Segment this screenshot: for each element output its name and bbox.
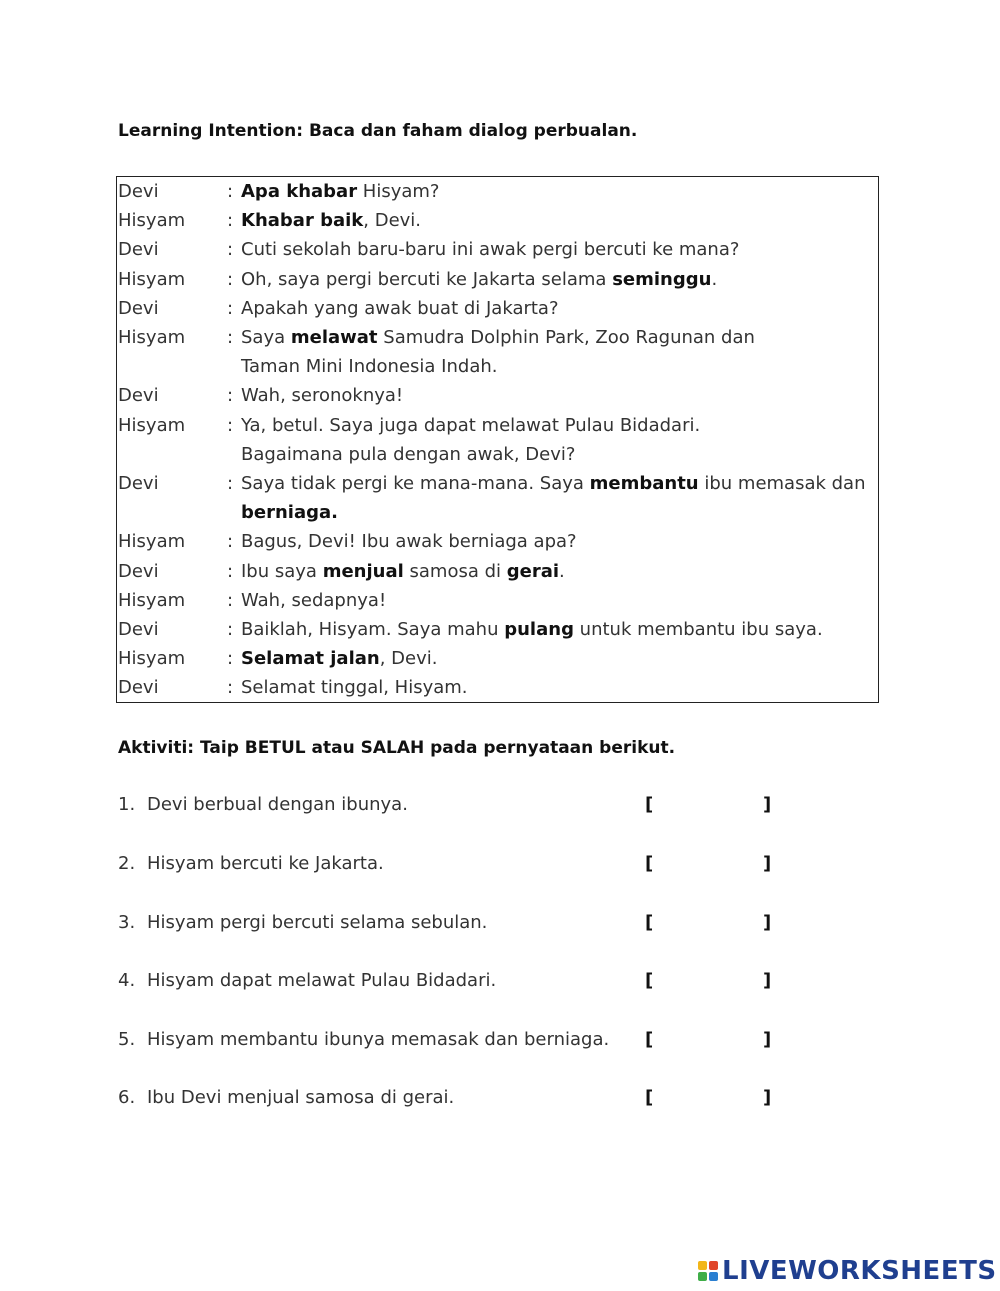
dialog-keyword: Apa khabar [241, 181, 358, 202]
dialog-text [241, 265, 717, 294]
dialog-phrase: Oh, saya pergi bercuti ke Jakarta selama [241, 268, 613, 290]
dialog-keyword: Khabar baik [241, 210, 364, 232]
dialog-text [241, 498, 338, 527]
dialog-text [241, 673, 468, 702]
dialog-keyword: menjual [322, 560, 404, 582]
dialog-line [117, 557, 877, 586]
dialog-colon: : [227, 210, 234, 232]
dialog-colon: : [227, 268, 234, 290]
dialog-text [241, 294, 559, 323]
dialog-phrase: , Devi. [363, 210, 422, 232]
dialog-speaker: Devi [118, 385, 159, 407]
dialog-phrase: Wah, sedapnya! [241, 589, 387, 611]
dialog-speaker: Devi [118, 619, 159, 640]
dialog-colon: : [227, 648, 234, 670]
question-text: Hisyam dapat melawat Pulau Bidadari. [147, 970, 497, 991]
dialog-phrase: . [711, 268, 718, 290]
dialog-phrase: Hisyam? [357, 181, 440, 202]
dialog-phrase: Taman Mini Indonesia Indah. [241, 356, 498, 378]
dialog-keyword: melawat [290, 327, 378, 348]
answer-bracket-close[interactable]: ] [763, 912, 772, 933]
dialog-line [117, 498, 877, 527]
dialog-text [241, 235, 739, 264]
dialog-keyword: membantu [589, 473, 699, 494]
dialog-line [117, 440, 877, 469]
dialog-speaker: Devi [118, 677, 159, 699]
dialog-colon: : [227, 297, 234, 319]
dialog-line [117, 381, 877, 410]
dialog-colon: : [227, 677, 234, 699]
answer-bracket-close[interactable]: ] [763, 1087, 772, 1108]
dialog-colon: : [227, 239, 234, 261]
question-row [118, 908, 778, 938]
dialog-line [117, 235, 877, 264]
dialog-text [241, 644, 437, 673]
dialog-phrase: Ya, betul. Saya juga dapat melawat Pulau Bidadari. [241, 414, 701, 436]
dialog-phrase: Apakah yang awak buat di Jakarta? [241, 297, 559, 319]
dialog-phrase: Ibu saya [241, 560, 323, 582]
logo-block-3 [698, 1272, 707, 1281]
question-row [118, 966, 778, 996]
logo-block-4 [709, 1272, 718, 1281]
dialog-speaker: Devi [118, 473, 159, 494]
dialog-line [117, 411, 877, 440]
answer-bracket-open[interactable]: [ [645, 912, 654, 933]
answer-bracket-open[interactable]: [ [645, 853, 654, 874]
dialog-speaker: Hisyam [118, 210, 186, 232]
question-number: 2. [118, 853, 136, 874]
dialog-speaker: Hisyam [118, 327, 186, 348]
dialog-text [241, 206, 421, 235]
dialog-line [117, 323, 877, 352]
dialog-speaker: Hisyam [118, 531, 186, 553]
dialog-text [241, 440, 575, 469]
answer-bracket-open[interactable]: [ [645, 970, 654, 991]
dialog-colon: : [227, 589, 234, 611]
dialog-phrase: Baiklah, Hisyam. Saya mahu [241, 619, 505, 640]
dialog-speaker: Hisyam [118, 414, 186, 436]
answer-bracket-close[interactable]: ] [763, 970, 772, 991]
question-number: 6. [118, 1087, 136, 1108]
dialog-line [117, 206, 877, 235]
dialog-text [241, 557, 565, 586]
dialog-keyword: gerai [506, 560, 560, 582]
dialog-line [117, 294, 877, 323]
question-number: 1. [118, 794, 136, 815]
dialog-text [241, 177, 439, 206]
dialog-text [241, 381, 403, 410]
dialog-colon: : [227, 327, 234, 348]
dialog-text [241, 469, 866, 498]
dialog-keyword: berniaga. [241, 502, 338, 524]
dialog-phrase: Selamat tinggal, Hisyam. [241, 677, 468, 699]
dialog-line [117, 644, 877, 673]
dialog-speaker: Hisyam [118, 589, 186, 611]
liveworksheets-logo [698, 1256, 997, 1286]
dialog-phrase: samosa di [403, 560, 507, 582]
question-text: Hisyam bercuti ke Jakarta. [147, 853, 384, 874]
dialog-text [241, 323, 755, 352]
activity-heading: Aktiviti: Taip BETUL atau SALAH pada pernyataan berikut. [118, 738, 676, 758]
dialog-phrase: Cuti sekolah baru-baru ini awak pergi bercuti ke mana? [241, 239, 740, 261]
dialog-colon: : [227, 619, 234, 640]
answer-bracket-open[interactable]: [ [645, 1087, 654, 1108]
question-text: Devi berbual dengan ibunya. [147, 794, 408, 815]
logo-text: LIVEWORKSHEETS [722, 1256, 997, 1286]
dialog-keyword: Selamat jalan [241, 648, 380, 670]
dialog-colon: : [227, 414, 234, 436]
question-row [118, 849, 778, 879]
dialog-speaker: Devi [118, 297, 159, 319]
dialog-text [241, 527, 577, 556]
question-text: Ibu Devi menjual samosa di gerai. [147, 1087, 455, 1108]
dialog-line [117, 586, 877, 615]
answer-bracket-open[interactable]: [ [645, 794, 654, 815]
dialog-line [117, 177, 877, 206]
dialog-speaker: Devi [118, 181, 159, 202]
question-row [118, 1025, 778, 1055]
dialog-line [117, 265, 877, 294]
logo-blocks-icon [698, 1261, 718, 1281]
dialog-phrase: Saya tidak pergi ke mana-mana. Saya [241, 473, 590, 494]
question-text: Hisyam membantu ibunya memasak dan berniaga. [147, 1029, 610, 1050]
dialog-speaker: Devi [118, 560, 159, 582]
dialog-colon: : [227, 385, 234, 407]
learning-intention-heading: Learning Intention: Baca dan faham dialog perbualan. [118, 121, 638, 141]
dialog-phrase: Bagus, Devi! Ibu awak berniaga apa? [241, 531, 577, 553]
dialog-line [117, 352, 877, 381]
dialog-keyword: seminggu [612, 268, 712, 290]
dialog-phrase: . [559, 560, 565, 582]
answer-bracket-close[interactable]: ] [763, 853, 772, 874]
dialog-phrase: ibu memasak dan [698, 473, 866, 494]
dialog-phrase: Wah, seronoknya! [241, 385, 404, 407]
dialog-colon: : [227, 531, 234, 553]
question-number: 3. [118, 912, 136, 933]
dialog-speaker: Hisyam [118, 648, 186, 670]
dialog-speaker: Devi [118, 239, 159, 261]
dialog-colon: : [227, 560, 234, 582]
dialog-text [241, 615, 823, 644]
dialog-phrase: Bagaimana pula dengan awak, Devi? [241, 443, 576, 465]
question-text: Hisyam pergi bercuti selama sebulan. [147, 912, 488, 933]
answer-bracket-close[interactable]: ] [763, 794, 772, 815]
answer-bracket-close[interactable]: ] [763, 1029, 772, 1050]
dialog-text [241, 586, 386, 615]
question-row [118, 1083, 778, 1113]
dialog-text [241, 352, 497, 381]
dialog-line [117, 527, 877, 556]
dialog-colon: : [227, 181, 234, 202]
answer-bracket-open[interactable]: [ [645, 1029, 654, 1050]
dialog-phrase: Saya [241, 327, 291, 348]
dialog-speaker: Hisyam [118, 268, 186, 290]
dialog-colon: : [227, 473, 234, 494]
question-row [118, 790, 778, 820]
dialog-keyword: pulang [504, 619, 574, 640]
dialog-text [241, 411, 700, 440]
dialog-line [117, 469, 877, 498]
question-number: 5. [118, 1029, 136, 1050]
dialog-phrase: Samudra Dolphin Park, Zoo Ragunan dan [377, 327, 755, 348]
question-number: 4. [118, 970, 136, 991]
dialog-line [117, 673, 877, 702]
dialog-phrase: , Devi. [379, 648, 438, 670]
dialog-line [117, 615, 877, 644]
logo-block-1 [698, 1261, 707, 1270]
dialog-phrase: untuk membantu ibu saya. [573, 619, 823, 640]
logo-block-2 [709, 1261, 718, 1270]
dialog-box [116, 176, 879, 703]
